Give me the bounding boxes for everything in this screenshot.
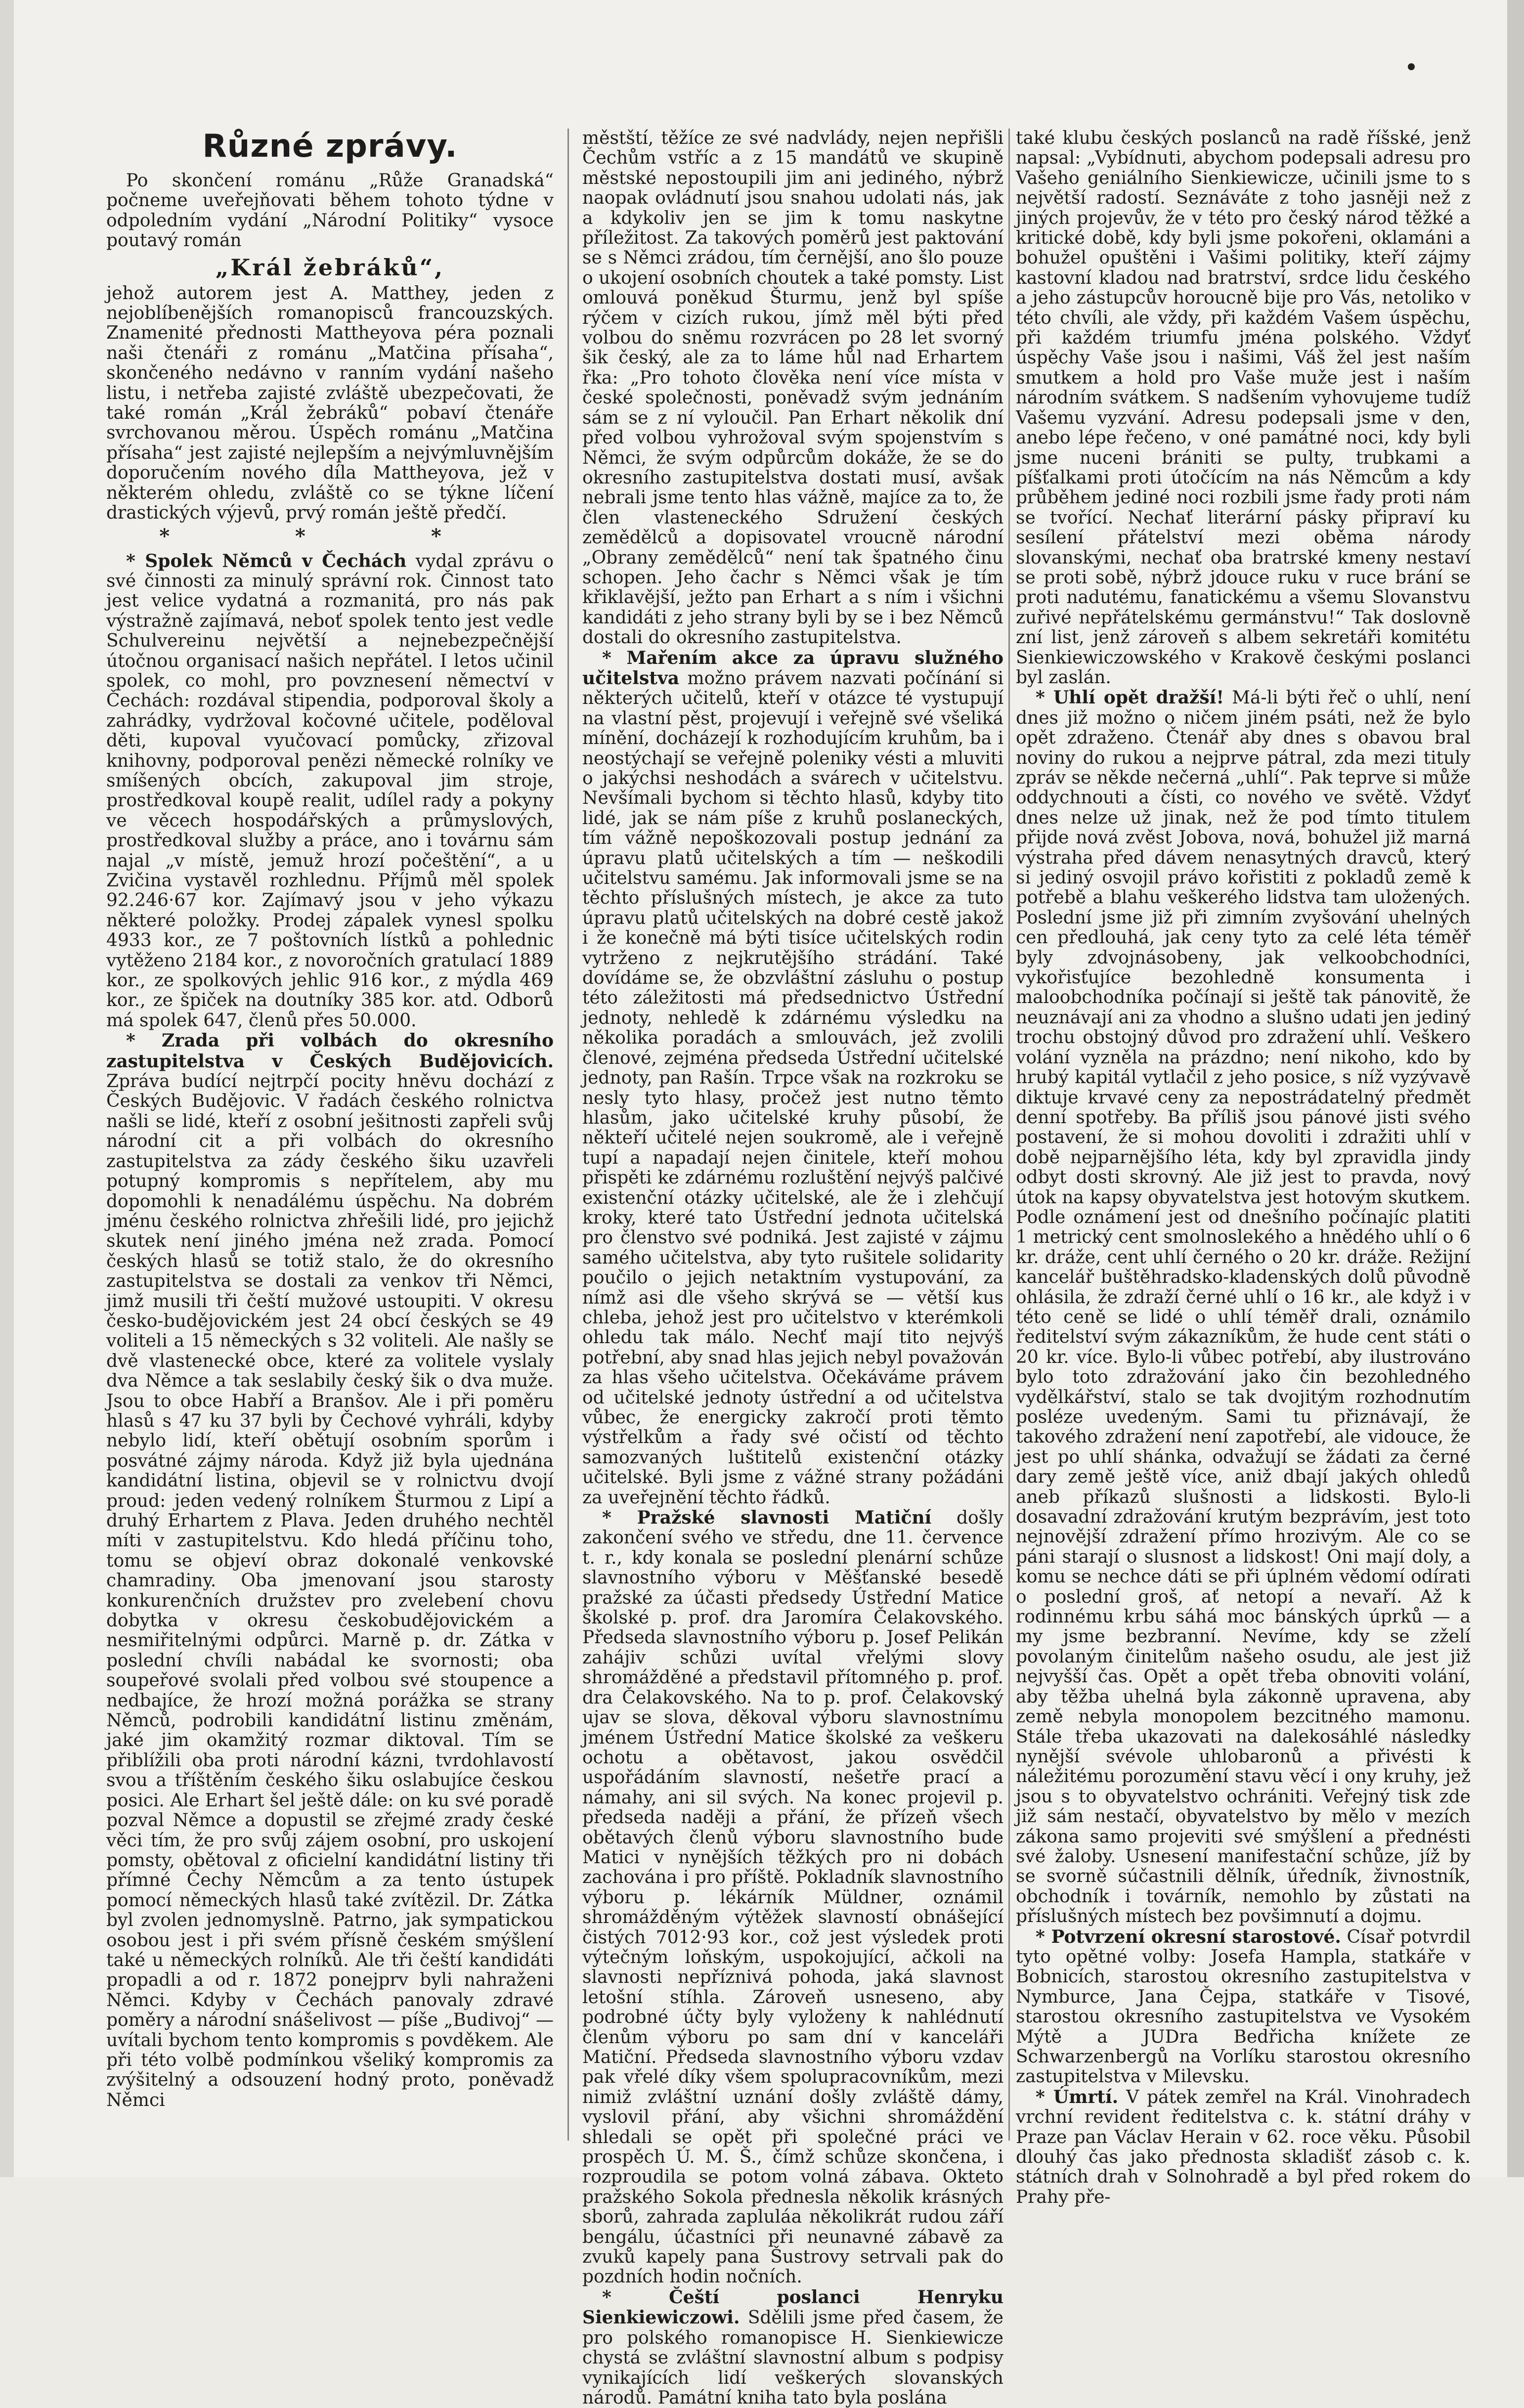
article-zrada-pri-volbach: [106, 1031, 554, 2110]
column-rule: [567, 129, 569, 2141]
article-body: možno právem nazvati počínání si některých učitelů, kteří v otázce té vystupují na vlastní pěst, projevují i veřejně své všeliká mínění, docházejí k rozhodujícím kruhům, ba i neostýchají se veřejně poleniky vésti a mluviti o jakýchsi neshodách a svárech v učitelstvu. Nevšímali bychom si těchto hlasů, kdyby tito lidé, jak se nám píše z kruhů poslaneckých, tím vážně nepoškozovali postup jednání za úpravu platů učitelských a tím — neškodili učitelstvu samému. Jak informovali jsme se na těchto příslušných místech, je akce za tuto úpravu platů učitelských na dobré cestě jakož i že konečně má býti tisíce učitelských rodin vytrženo z nejkrutějšího strádání. Také dovídáme se, že obzvláštní zásluhu o postup této záležitosti má předsednictvo Ústřední jednoty, nehledě k zdárnému výsledku na několika poradách a smlouvách, jež zvolili členové, zejména předseda Ústřední učitelské jednoty, pan Rašín. Trpce však na rozkroku se nesly tyto hlasy, pročež jest nutno těmto hlasům, jako učitelské kruhy působí, že někteří učitelé nejen soukromě, ale i veřejně tupí a napadají nejen činitele, kteří mohou přispěti ke zdárnému rozluštění nejvýš palčivé existenční otázky učitelské, ale že i zlehčují kroky, které tato Ústřední jednota učitelská pro členstvo své podniká. Jest zajisté v zájmu samého učitelstva, aby tyto rušitele solidarity poučilo o jejich netaktním vystupování, za nímž asi dle všeho skrývá se — větší kus chleba, jehož jest pro učitelstvo v kterémkoli ohledu tak málo. Nechť mají tito nejvýš potřební, aby snad hlas jejich nebyl považován za hlas všeho učitelstva. Očekáváme právem od učitelské jednoty ústřední a od učitelstva vůbec, že energicky zakročí proti těmto výstřelkům a řady své očistí od těchto samozvaných luštitelů existenční otázky učitelské. Byli jsme z vážné strany požádáni za uveřejnění těchto řádků.: [582, 668, 1003, 1508]
ink-speck: [1408, 63, 1415, 70]
scan-edge-left: [0, 0, 14, 2177]
article-body: došly zakončení svého ve středu, dne 11. července t. r., kdy konala se poslední plenární schůze slavnostního výboru v Měšťanské besedě pražské za účasti předsedy Ústřední Matice školské p. prof. dra Jaromíra Čelakovského. Předseda slavnostního výboru p. Josef Pelikán zahájiv schůzi uvítal vřelými slovy shromážděné a představil přítomného p. prof. dra Čelakovského. Na to p. prof. Čelakovský ujav se slova, děkoval výboru slavnostnímu jménem Ústřední Matice školské za veškeru ochotu a obětavost, jakou osvědčil uspořádáním slavností, nešetře prací a námahy, ani sil svých. Na konec projevil p. předseda naději a přání, že přízeň všech obětavých členů výboru slavnostního bude Matici v nynějších těžkých pro ni dobách zachována i pro příště. Pokladník slavnostního výboru p. lékárník Müldner, oznámil shromážděným výtěžek slavností obnášející čistých 7012·93 kor., což jest výsledek proti výtečným loňským, uspokojující, ačkoli na slavnosti nepříznivá pohoda, jaká slavnost letošní stíhla. Zároveň usneseno, aby podrobné účty byly vyloženy k nahlédnutí členům výboru po sam dní v kanceláři Matiční. Předseda slavnostního výboru vzdav pak vřelé díky všem spolupracovníkům, mezi nimiž zvláštní uznání došly zvláště dámy, vyslovil přání, aby všichni shromáždění shledali se opět při společné práci ve prospěch Ú. M. Š., čímž schůze skončena, i rozproudila se potom volná zábava. Okteto pražského Sokola přednesla několik krásných sborů, zahrada zapluláa několikrát rudou září bengálu, účastníci při neunavné zábavě za zvuků kapely pana Šustrovy setrvali pak do pozdních hodin nočních.: [582, 1508, 1003, 2287]
article-lead: * Uhlí opět dražší!: [1036, 687, 1224, 708]
column-rule: [1008, 129, 1010, 2141]
article-umrti: [1016, 2087, 1471, 2207]
article-lead: * Úmrtí.: [1036, 2086, 1119, 2107]
article-body: V pátek zemřel na Král. Vinohradech vrchní revident ředitelstva c. k. státní dráhy v Praze pan Václav Herain v 62. roce věku. Působil dlouhý čas jako přednosta skladišť zásob c. k. státních drah v Solnohradě a byl před rokem do Prahy pře-: [1016, 2087, 1471, 2207]
article-slavnosti-maticni: [582, 1508, 1003, 2287]
article-zrada-continued: městští, těžíce ze své nadvlády, nejen nepřišli Čechům vstříc a z 15 mandátů ve skupině městské nepostoupili jim ani jediného, nýbrž naopak ovládnutí jsou snahou udolati nás, jak a kdykoliv jen se jim k tomu naskytne příležitost. Za takových poměrů jest paktování se s Němci zrádou, tím černější, ano šlo pouze o ukojení osobních choutek a také pomsty. List omlouvá poněkud Šturmu, jenž byl spíše rýčem v cizích rukou, jímž měl býti před volbou do sněmu rozvrácen po 28 let svorný šik český, ale za to láme hůl nad Erhartem řka: „Pro tohoto člověka není více místa v české společnosti, poněvadž svým jednáním sám se z ní vyloučil. Pan Erhart několik dní před volbou vyhrožoval svým spojenstvím s Němci, že svým odpůrcům dokáže, že se do okresního zastupitelstva dostati musí, avšak nebrali jsme tento hlas vážně, majíce za to, že člen vlasteneckého Sdružení českých zemědělců a dopisovatel vroucně národní „Obrany zemědělců“ není tak špatného činu schopen. Jeho čachr s Němci však je tím křiklavější, ježto pan Erhart a s ním i všichni kandidáti z jeho strany byli by se i bez Němců dostali do okresního zastupitelstva.: [582, 128, 1003, 648]
article-body: Má-li býti řeč o uhlí, není dnes již možno o ničem jiném psáti, než že bylo opět zdraženo. Čtenář aby dnes s obavou bral noviny do rukou a nejprve pátral, zda mezi tituly zpráv se někde nečerná „uhlí“. Pak teprve si může oddychnouti a čísti, co nového ve světě. Vždyť dnes nelze už jinak, než že pod tímto titulem přijde nová zvěst Jobova, nová, bohužel již marná výstraha před dávem nenasytných dravců, který si jediný osvojil právo kořistiti z pokladů země k potřebě a blahu veškerého lidstva tam uložených. Poslední jsme již při zimním zvyšování uhelných cen předlouhá, jak ceny tyto za celé léta téměř byly zdvojnásobeny, jak velkoobchodníci, vykořisťujíce bezohledně konsumenta i maloobchodníka počínají si ještě tak pánovitě, že neuznávají ani za vhodno a slušno udati jen jediný trochu obstojný důvod pro zdražení uhlí. Veškero volání vyzněla na prázdno; není nikoho, kdo by hrubý kapitál vytlačil z jeho posice, s níž vyzývavě diktuje krvavé ceny za nepostrádatelný předmět denní spotřeby. Ba příliš jsou pánové jisti svého postavení, že si mohou dovoliti i zdražiti uhlí v době nejparnějšího léta, kdy byl zpravidla jindy odbyt dosti skrovný. Ale již jest to pravda, nový útok na kapsy obyvatelstva jest hotovým skutkem. Podle oznámení jest od dnešního počínajíc platiti 1 metrický cent smolnoslekého a hnědého uhlí o 6 kr. dráže, cent uhlí černého o 20 kr. dráže. Režijní kancelář buštěhradsko-kladenských dolů původně ohlásila, že zdraží černé uhlí o 16 kr., ale když i v této ceně se lidé o uhlí téměř drali, oznámilo ředitelství svým zákazníkům, že hude cent státi o 20 kr. více. Bylo-li vůbec potřebí, aby ilustrováno bylo toto zdražování jako čin bezohledného vydělkářství, stalo se tak dvojitým rozhodnutím posléze uvedeným. Sami tu přiznávají, že takového zdražení není zapotřebí, ale vidouce, že jest po uhlí shánka, odvažují se žádati za černé dary země ještě více, aniž dbají jakých ohledů aneb příkazů slušnosti a lidskosti. Bylo-li dosavadní zdražování krutým bezprávím, jest toto nejnovější zdražení přímo hrozivým. Ale co se páni starají o slusnost a lidskost! Oni mají doly, a komu se nechce dáti se při úplném vědomí odírati o poslední groš, ať netopí a nevaří. Až k rodinnému krbu sáhá moc bánských úprků — a my jsme bezbranní. Nevíme, kdy se zželí povolaným činitelům našeho osudu, ale jest již nejvyšší čas. Opět a opět třeba obnoviti volání, aby těžba uhelná byla zákonně upravena, aby země nebyla monopolem bezcitného mamonu. Stále třeba ukazovati na dalekosáhlé následky nynější svévole uhlobaronů a přivésti k náležitému porozumění stavu věcí i ony kruhy, jež jsou s to obyvatelstvo ochrániti. Veřejný tisk zde již sám nestačí, obyvatelstvo by mělo v mezích zákona samo projeviti své smýšlení a přednésti své žaloby. Usnesení manifestační schůze, jíž by se svorně súčastnili dělník, úředník, živnostník, obchodník i továrník, nemohlo by zůstati na příslušných místech bez povšimnutí a dojmu.: [1016, 688, 1471, 1927]
article-body: Císař potvrdil tyto opětné volby: Josefa Hampla, statkáře v Bobnicích, starostou okresního zastupitelstva v Nymburce, Jana Čejpa, statkáře v Tisové, starostou okresního zastupitelstva ve Vysokém Mýtě a JUDra Bedřicha knížete ze Schwarzenbergů na Vorlíku starostou okresního zastupitelstva v Milevsku.: [1016, 1926, 1471, 2087]
column-left: [106, 129, 554, 2136]
article-body: Sdělili jsme před časem, že pro polského romanopisce H. Sienkiewicze chystá se zvláštní slavnostní album s podpisy vynikajících lidí veškerých slovanských národů. Památní kniha tato byla poslána: [582, 2308, 1003, 2408]
article-body: Zpráva budící nejtrpčí pocity hněvu dochází z Českých Budějovic. V řadách českého rolnictva našli se lidé, kteří z osobní ješitnosti zapřeli svůj národní cit a při volbách do okresního zastupitelstva za zády českého šiku uzavřeli potupný kompromis s nepřítelem, aby mu dopomohli k nenadálému úspěchu. Na dobrém jménu českého rolnictva zhřešili lidé, pro jejichž skutek není jiného jména než zrada. Pomocí českých hlasů se totiž stalo, že do okresního zastupitelstva se dostali za venkov tři Němci, jimž musili tři čeští mužové ustoupiti. V okresu česko-budějovickém jest 24 obcí českých se 49 voliteli a 15 německých s 32 voliteli. Ale našly se dvě vlastenecké obce, které za volitele vyslaly dva Němce a tak seslabily český šik o dva muže. Jsou to obce Habří a Branšov. Ale i při poměru hlasů s 47 ku 37 byli by Čechové vyhráli, kdyby nebylo lidí, kteří obětují osobním sporům i posvátné zájmy národa. Když již byla ujednána kandidátní listina, objevil se v rolnictvu dvojí proud: jeden vedený rolníkem Šturmou z Lipí a druhý Erhartem z Plava. Jeden druhého nechtěl míti v zastupitelstvu. Kdo hledá příčinu toho, tomu se objeví obraz dokonalé venkovské chamradiny. Oba jmenovaní jsou starosty konkurenčních družstev pro zvelebení chovu dobytka v okresu českobudějovickém a nesmiřitelnými odpůrci. Marně p. dr. Zátka v poslední chvíli nabádal ke svornosti; oba soupeřové svolali před volbou své stoupence a nedbajíce, že hrozí možná porážka se strany Němců, podrobili kandidátní listinu změnám, jaké jim okamžitý rozmar diktoval. Tím se přiblížili oba proti národní kázni, tvrdohlavostí svou a tříštěním českého šiku oslabujíce českou posici. Ale Erhart šel ještě dále: on ku své poradě pozval Němce a dopustil se zřejmé zrady české věci tím, že pro svůj zájem osobní, pro uskojení pomsty, obětoval z oficielní kandidátní listiny tři přímné Čechy Němcům a za tento ústupek pomocí německých hlasů také zvítězil. Dr. Zátka byl zvolen jednomyslně. Patrno, jak sympatickou osobou jest i při svém přísně českém smýšlení také u německých rolníků. Ale tři čeští kandidáti propadli a od r. 1872 ponejprv byli nahraženi Němci. Kdyby v Čechách panovaly zdravé poměry a národní snášelivost — píše „Budivoj“ — uvítali bychom tento kompromis s povděkem. Ale při této volbě podmínkou všeliký kompromis za zvýšitelný a odsouzení hodný proto, poněvadž Němci: [106, 1071, 554, 2110]
article-spolek-nemcu: [106, 551, 554, 1031]
novel-title: „Král žebráků“,: [215, 254, 445, 281]
section-headline: Různé zprávy.: [202, 128, 458, 165]
article-lead: * Pražské slavnosti Matiční: [602, 1507, 932, 1529]
article-lead: * Spolek Němců v Čechách: [126, 550, 407, 571]
scan-edge-right: [1507, 0, 1524, 2177]
article-lead: * Potvrzení okresní starostové.: [1036, 1926, 1341, 1947]
section-separator: * * *: [159, 524, 501, 548]
novel-announcement: Po skončení románu „Růže Granadská“ počneme uveřejňovati během tohoto týdne v odpoledním vydání „Národní Politiky“ vysoce poutavý román: [106, 171, 554, 251]
article-lead: * Mařením akce za úpravu služného učitelstva: [582, 647, 1003, 689]
article-sienkiewicz: [582, 2287, 1003, 2408]
article-starostove: [1016, 1927, 1471, 2087]
column-middle: [582, 128, 1003, 2408]
article-uhli-drazsi: [1016, 688, 1471, 1926]
article-body: vydal zprávu o své činnosti za minulý správní rok. Činnost tato jest velice vydatná a rozmanitá, pro nás pak výstražně zajímavá, neboť spolek tento jest vedle Schulvereinu největší a nejnebezpečnější útočnou organisací našich nepřátel. I letos učinil spolek, co mohl, pro povznesení němectví v Čechách: rozdával stipendia, podporoval školy a zahrádky, vydržoval kočovné učitele, poděloval děti, kupoval vyučovací pomůcky, zřizoval knihovny, podporoval penězi německé rolníky ve smíšených obcích, zakupoval jim stroje, prostředkoval koupě realit, udílel rady a pokyny ve věcech hospodářských a průmyslových, prostředkoval služby a práce, ano i továrnu sám najal „v místě, jemuž hrozí počeštění“, a u Zvičina vystavěl rozhlednu. Příjmů měl spolek 92.246·67 kor. Zajímavý jsou v jeho výkazu některé položky. Prodej zápalek vynesl spolku 4933 kor., ze 7 poštovních lístků a pohlednic vytěženo 2184 kor., z novoročních gratulací 1889 kor., ze spolkových jehlic 916 kor., z mýdla 469 kor., ze špiček na doutníky 385 kor. atd. Odborů má spolek 647, členů přes 50.000.: [106, 551, 554, 1031]
article-lead: * Čeští poslanci Henryku Sienkiewiczowi.: [582, 2286, 1003, 2328]
article-lead: * Zrada při volbách do okresního zastupitelstva v Českých Budějovicích.: [106, 1030, 554, 1072]
article-sluzne-ucitelstva: [582, 648, 1003, 1508]
column-right: [1016, 128, 1471, 2207]
article-sienkiewicz-continued: také klubu českých poslanců na radě říšské, jenž napsal: „Vybídnuti, abychom podepsali adresu pro Vašeho geniálního Sienkiewicze, učinili jsme to s největší radostí. Seznáváte z toho jasněji než z jiných projevův, že v této pro český národ těžké a kritické době, kdy byli jsme pokořeni, oklamáni a bohužel opuštěni i Vašimi politiky, kteří zájmy kastovní kladou nad bratrství, srdce lidu českého a jeho zástupcův horoucně bije pro Vás, netoliko v této chvíli, ale vždy, při každém Vašem úspěchu, při každém triumfu jména polského. Vždyť úspěchy Vaše jsou i našimi, Váš žel jest naším smutkem a hold pro Vaše muže jest i naším národním svátkem. S nadšením vyhovujeme tudíž Vašemu vyzvání. Adresu podepsali jsme v den, anebo lépe řečeno, v oné památné noci, kdy byli jsme nuceni brániti se pulty, trubkami a píšťalkami proti útočícím na nás Němcům a kdy průběhem jediné noci rozbili jsme řady proti nám se tvořící. Nechať literární pásky připraví ku sesílení přátelství mezi oběma národy slovanskými, nechať oba bratrské kmeny nestaví se proti sobě, nýbrž jdouce ruku v ruce brání se proti nadutému, fanatickému a všemu Slovanstvu zuřivé nepřátelskému germánstvu!“ Tak doslovně zní list, jenž zároveň s albem sekretáři komitétu Sienkiewiczowského v Krakově českými poslanci byl zaslán.: [1016, 128, 1471, 688]
novel-announcement-continued: jehož autorem jest A. Matthey, jeden z nejoblíbenějších romanopisců francouzských. Znamenité přednosti Mattheyova péra poznali naši čtenáři z románu „Matčina přísaha“, skončeného nedávno v ranním vydání našeho listu, i netřeba zajisté zvláště ubezpečovati, že také román „Král žebráků“ pobaví čtenáře svrchovanou měrou. Úspěch románu „Matčina přísaha“ jest zajisté nejlepším a nejvýmluvnějším doporučením nového díla Mattheyova, jež v některém ohledu, zvláště co se týkne líčení drastických výjevů, prvý román ještě předčí.: [106, 283, 554, 524]
